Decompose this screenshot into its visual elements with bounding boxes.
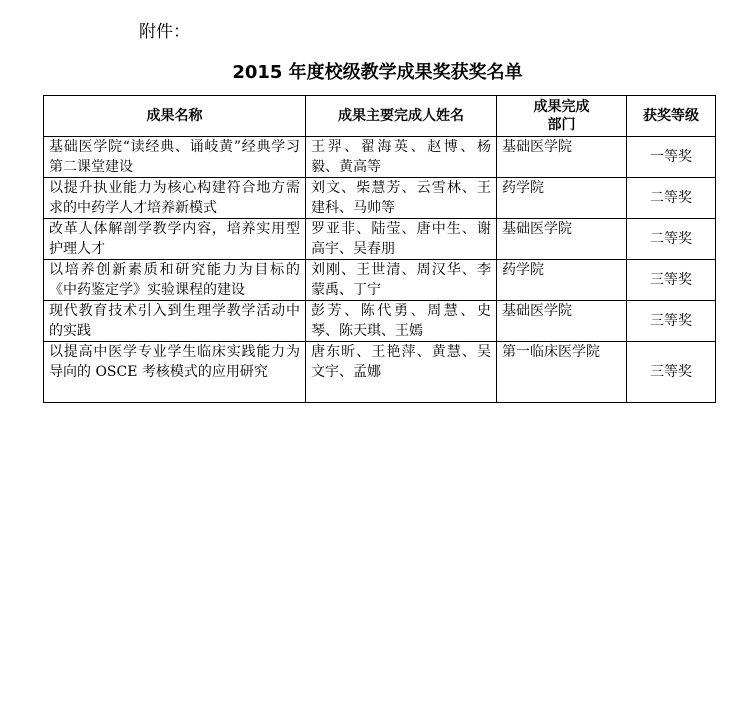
project-dept: 基础医学院 (502, 139, 572, 155)
project-name: 现代教育技术引入到生理学教学活动中的实践 (49, 303, 300, 339)
project-authors: 彭芳、陈代勇、周慧、史琴、陈天琪、王嫣 (311, 303, 491, 339)
award-level: 二等奖 (650, 190, 692, 206)
column-header-name: 成果名称 (44, 96, 306, 137)
cell-dept (497, 342, 627, 403)
award-level: 一等奖 (650, 149, 692, 165)
table-row (44, 178, 716, 219)
project-authors: 王羿、翟海英、赵博、杨毅、黄高等 (311, 139, 491, 175)
award-level: 三等奖 (650, 272, 692, 288)
project-dept: 基础医学院 (502, 303, 572, 319)
table-row (44, 342, 716, 403)
cell-level (627, 342, 716, 403)
award-level: 二等奖 (650, 231, 692, 247)
cell-name (44, 301, 306, 342)
cell-level (627, 178, 716, 219)
cell-level (627, 137, 716, 178)
cell-name (44, 137, 306, 178)
cell-dept (497, 301, 627, 342)
cell-authors (306, 178, 497, 219)
cell-level (627, 219, 716, 260)
table-row (44, 219, 716, 260)
cell-name (44, 178, 306, 219)
cell-name (44, 219, 306, 260)
attachment-label: 附件： (139, 22, 190, 42)
project-dept: 药学院 (502, 180, 544, 196)
project-name: 基础医学院“读经典、诵岐黄”经典学习第二课堂建设 (49, 139, 300, 175)
awards-table (43, 95, 716, 403)
cell-dept (497, 137, 627, 178)
project-name: 以提高中医学专业学生临床实践能力为导向的 OSCE 考核模式的应用研究 (49, 344, 300, 380)
project-authors: 唐东昕、王艳萍、黄慧、吴文宇、孟娜 (311, 344, 491, 380)
table-header-row (44, 96, 716, 137)
cell-authors (306, 260, 497, 301)
column-header-level: 获奖等级 (627, 96, 716, 137)
project-name: 改革人体解剖学教学内容，培养实用型护理人才 (49, 221, 300, 257)
cell-dept (497, 219, 627, 260)
column-header-dept-line2: 部门 (547, 117, 576, 133)
project-dept: 药学院 (502, 262, 544, 278)
project-name: 以提升执业能力为核心构建符合地方需求的中药学人才培养新模式 (49, 180, 300, 216)
cell-level (627, 260, 716, 301)
cell-dept (497, 178, 627, 219)
table-row (44, 301, 716, 342)
column-header-dept-line1: 成果完成 (533, 99, 590, 115)
project-authors: 刘刚、王世清、周汉华、李蒙禹、丁宁 (311, 262, 491, 298)
column-header-dept (497, 96, 627, 137)
cell-authors (306, 301, 497, 342)
project-name: 以培养创新素质和研究能力为目标的《中药鉴定学》实验课程的建设 (49, 262, 300, 298)
cell-name (44, 342, 306, 403)
award-level: 三等奖 (650, 364, 692, 380)
cell-name (44, 260, 306, 301)
project-dept: 基础医学院 (502, 221, 572, 237)
table-row (44, 260, 716, 301)
cell-authors (306, 342, 497, 403)
cell-authors (306, 137, 497, 178)
project-authors: 刘文、柴慧芳、云雪林、王建科、马帅等 (311, 180, 491, 216)
table-row (44, 137, 716, 178)
cell-dept (497, 260, 627, 301)
project-authors: 罗亚非、陆莹、唐中生、谢高宇、吴春朋 (311, 221, 491, 257)
cell-level (627, 301, 716, 342)
column-header-authors: 成果主要完成人姓名 (306, 96, 497, 137)
document-title: 2015 年度校级教学成果奖获奖名单 (232, 62, 523, 83)
award-level: 三等奖 (650, 313, 692, 329)
cell-authors (306, 219, 497, 260)
project-dept: 第一临床医学院 (502, 344, 600, 360)
